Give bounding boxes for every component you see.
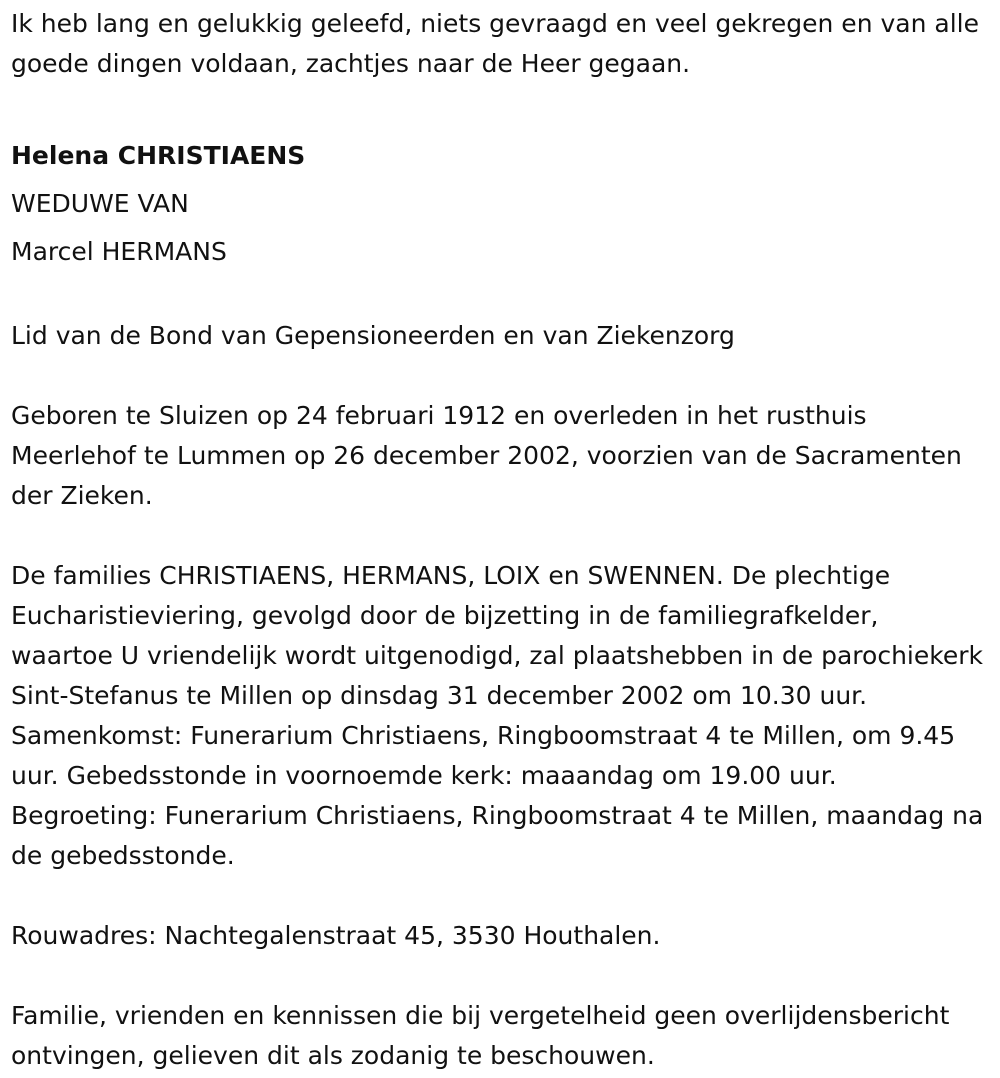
spacer: [11, 84, 986, 92]
deceased-name: Helena CHRISTIAENS: [11, 141, 306, 170]
opening-quote: Ik heb lang en gelukkig geleefd, niets gevraagd en veel gekregen en van alle goede dingen voldaan, zachtjes naar de Heer gegaan.: [11, 9, 979, 78]
membership: Lid van de Bond van Gepensioneerden en van Ziekenzorg: [11, 321, 735, 350]
spacer: [11, 956, 986, 996]
obituary-notice: [11, 4, 986, 1076]
relation-label: WEDUWE VAN: [11, 189, 189, 218]
closing-note: Familie, vrienden en kennissen die bij vergetelheid geen overlijdensbericht ontvingen, gelieven dit als zodanig te beschouwen.: [11, 1001, 950, 1070]
mourning-address: Rouwadres: Nachtegalenstraat 45, 3530 Houthalen.: [11, 921, 661, 950]
spacer: [11, 276, 986, 316]
spacer: [11, 876, 986, 916]
spouse-name: Marcel HERMANS: [11, 237, 227, 266]
birth-death-details: Geboren te Sluizen op 24 februari 1912 en overleden in het rusthuis Meerlehof te Lummen op 26 december 2002, voorzien van de Sacramenten der Zieken.: [11, 401, 962, 510]
spacer: [11, 356, 986, 396]
spacer: [11, 516, 986, 556]
spacer: [11, 92, 986, 132]
ceremony-details: De families CHRISTIAENS, HERMANS, LOIX en SWENNEN. De plechtige Eucharistieviering, gevolgd door de bijzetting in de familiegrafkelder, waartoe U vriendelijk wordt uitgenodigd, zal plaatshebben in de parochiekerk Sint-Stefanus te Millen op dinsdag 31 december 2002 om 10.30 uur. Samenkomst: Funerarium Christiaens, Ringboomstraat 4 te Millen, om 9.45 uur. Gebedsstonde in voornoemde kerk: maaandag om 19.00 uur. Begroeting: Funerarium Christiaens, Ringboomstraat 4 te Millen, maandag na de gebedsstonde.: [11, 561, 984, 870]
